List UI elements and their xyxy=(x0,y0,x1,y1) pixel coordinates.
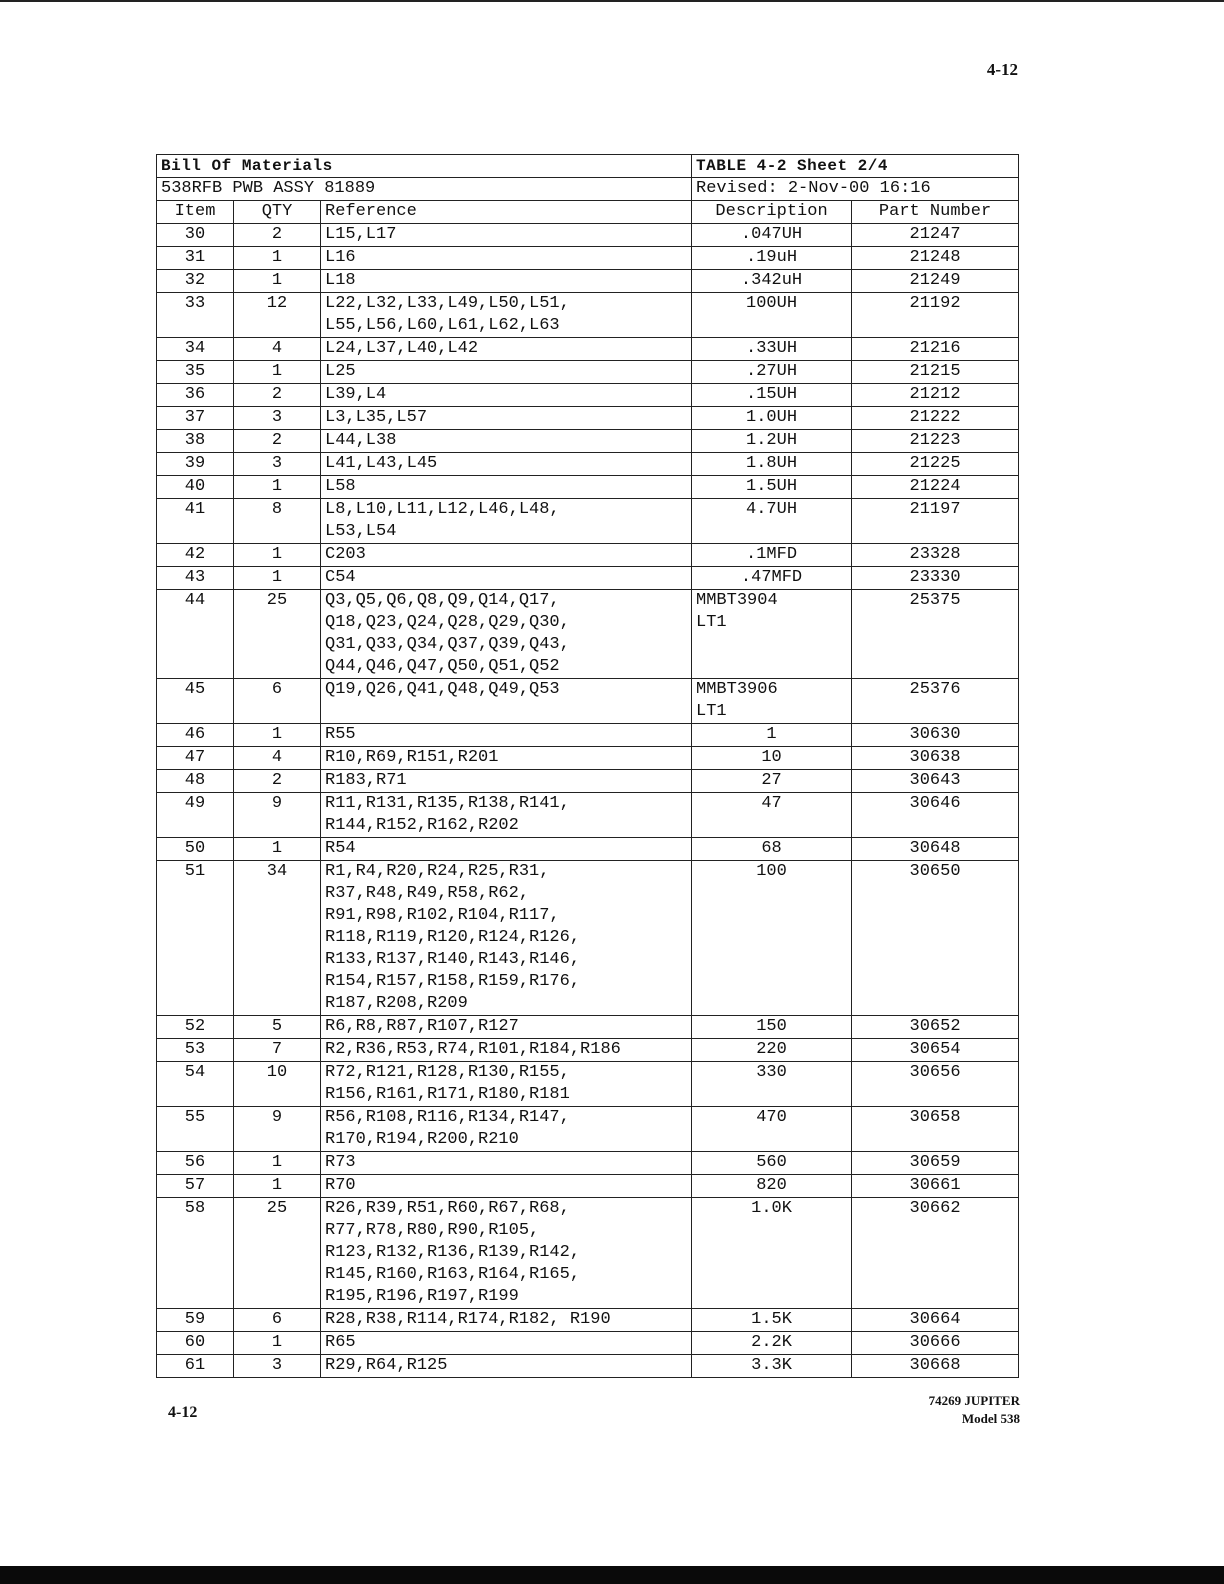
description-cell xyxy=(692,770,852,793)
part-number-cell: 30650 xyxy=(852,861,1019,1016)
reference-line: L15,L17 xyxy=(325,225,397,244)
description-line: LT1 xyxy=(696,613,727,632)
table-row xyxy=(157,567,1019,590)
reference-cell xyxy=(321,499,692,544)
item-cell: 34 xyxy=(157,338,234,361)
bottom-scan-rule xyxy=(0,1566,1224,1584)
item-cell: 32 xyxy=(157,270,234,293)
qty-cell: 1 xyxy=(234,1152,321,1175)
part-number-cell: 21247 xyxy=(852,224,1019,247)
reference-line: R56,R108,R116,R134,R147, xyxy=(325,1108,570,1127)
reference-line: L58 xyxy=(325,477,356,496)
description-line: 1.0K xyxy=(751,1199,792,1218)
description-cell xyxy=(692,567,852,590)
table-row xyxy=(157,224,1019,247)
reference-cell xyxy=(321,224,692,247)
item-cell: 42 xyxy=(157,544,234,567)
description-cell xyxy=(692,384,852,407)
reference-cell xyxy=(321,270,692,293)
reference-cell xyxy=(321,590,692,679)
item-cell: 33 xyxy=(157,293,234,338)
item-cell: 47 xyxy=(157,747,234,770)
qty-cell: 9 xyxy=(234,793,321,838)
footer-line-2: Model 538 xyxy=(961,1411,1020,1426)
description-cell xyxy=(692,476,852,499)
description-cell xyxy=(692,1355,852,1378)
part-number-cell: 30638 xyxy=(852,747,1019,770)
reference-cell xyxy=(321,838,692,861)
part-number-cell: 30656 xyxy=(852,1062,1019,1107)
reference-line: C203 xyxy=(325,545,366,564)
qty-cell: 1 xyxy=(234,247,321,270)
part-number-cell: 21212 xyxy=(852,384,1019,407)
item-cell: 43 xyxy=(157,567,234,590)
reference-line: L39,L4 xyxy=(325,385,387,404)
qty-cell: 1 xyxy=(234,567,321,590)
item-cell: 58 xyxy=(157,1198,234,1309)
reference-line: L18 xyxy=(325,271,356,290)
table-row xyxy=(157,1039,1019,1062)
reference-line: Q18,Q23,Q24,Q28,Q29,Q30, xyxy=(325,613,570,632)
reference-line: L41,L43,L45 xyxy=(325,454,438,473)
table-label: TABLE 4-2 Sheet 2/4 xyxy=(692,155,1019,178)
description-line: MMBT3904 xyxy=(696,591,778,610)
description-cell xyxy=(692,453,852,476)
description-cell xyxy=(692,1332,852,1355)
reference-cell xyxy=(321,384,692,407)
reference-line: R65 xyxy=(325,1333,356,1352)
reference-line: R11,R131,R135,R138,R141, xyxy=(325,794,570,813)
qty-cell: 7 xyxy=(234,1039,321,1062)
item-cell: 38 xyxy=(157,430,234,453)
reference-line: L44,L38 xyxy=(325,431,397,450)
description-line: LT1 xyxy=(696,702,727,721)
description-cell xyxy=(692,544,852,567)
item-cell: 31 xyxy=(157,247,234,270)
qty-cell: 2 xyxy=(234,224,321,247)
item-cell: 37 xyxy=(157,407,234,430)
col-item-header: Item xyxy=(157,201,234,224)
table-row xyxy=(157,247,1019,270)
item-cell: 35 xyxy=(157,361,234,384)
revised-date: Revised: 2-Nov-00 16:16 xyxy=(692,178,1019,201)
reference-line: R29,R64,R125 xyxy=(325,1356,448,1375)
table-row xyxy=(157,384,1019,407)
item-cell: 40 xyxy=(157,476,234,499)
description-cell xyxy=(692,1039,852,1062)
qty-cell: 5 xyxy=(234,1016,321,1039)
reference-cell xyxy=(321,544,692,567)
reference-line: R145,R160,R163,R164,R165, xyxy=(325,1265,581,1284)
reference-line: Q31,Q33,Q34,Q37,Q39,Q43, xyxy=(325,635,570,654)
reference-line: L22,L32,L33,L49,L50,L51, xyxy=(325,294,570,313)
reference-line: R2,R36,R53,R74,R101,R184,R186 xyxy=(325,1040,621,1059)
footer-line-1: 74269 JUPITER xyxy=(928,1393,1020,1408)
reference-line: R1,R4,R20,R24,R25,R31, xyxy=(325,862,550,881)
description-cell xyxy=(692,747,852,770)
item-cell: 52 xyxy=(157,1016,234,1039)
description-line: 330 xyxy=(756,1063,787,1082)
reference-cell xyxy=(321,1062,692,1107)
description-line: .19uH xyxy=(746,248,798,267)
reference-cell xyxy=(321,724,692,747)
reference-line: Q3,Q5,Q6,Q8,Q9,Q14,Q17, xyxy=(325,591,560,610)
reference-cell xyxy=(321,793,692,838)
reference-cell xyxy=(321,476,692,499)
table-row xyxy=(157,861,1019,1016)
qty-cell: 25 xyxy=(234,590,321,679)
table-row xyxy=(157,724,1019,747)
qty-cell: 1 xyxy=(234,1332,321,1355)
item-cell: 50 xyxy=(157,838,234,861)
description-cell xyxy=(692,247,852,270)
description-line: 10 xyxy=(761,748,782,767)
table-row xyxy=(157,270,1019,293)
reference-line: R183,R71 xyxy=(325,771,407,790)
table-row xyxy=(157,430,1019,453)
table-row xyxy=(157,1152,1019,1175)
page-number-bottom: 4-12 xyxy=(168,1404,198,1421)
reference-line: L8,L10,L11,L12,L46,L48, xyxy=(325,500,560,519)
header-row-1 xyxy=(157,155,1019,178)
reference-line: R10,R69,R151,R201 xyxy=(325,748,499,767)
description-cell xyxy=(692,1016,852,1039)
reference-cell xyxy=(321,1309,692,1332)
description-line: 820 xyxy=(756,1176,787,1195)
qty-cell: 1 xyxy=(234,1175,321,1198)
reference-cell xyxy=(321,1039,692,1062)
table-row xyxy=(157,293,1019,338)
reference-cell xyxy=(321,1198,692,1309)
reference-cell xyxy=(321,747,692,770)
bill-of-materials-table xyxy=(156,154,1019,1378)
table-row xyxy=(157,747,1019,770)
part-number-cell: 30666 xyxy=(852,1332,1019,1355)
reference-line: R187,R208,R209 xyxy=(325,994,468,1013)
item-cell: 46 xyxy=(157,724,234,747)
reference-line: Q44,Q46,Q47,Q50,Q51,Q52 xyxy=(325,657,560,676)
item-cell: 53 xyxy=(157,1039,234,1062)
bom-title: Bill Of Materials xyxy=(157,155,692,178)
col-reference-header: Reference xyxy=(321,201,692,224)
table-row xyxy=(157,361,1019,384)
part-number-cell: 25375 xyxy=(852,590,1019,679)
table-row xyxy=(157,544,1019,567)
reference-cell xyxy=(321,247,692,270)
description-cell xyxy=(692,361,852,384)
part-number-cell: 30668 xyxy=(852,1355,1019,1378)
reference-line: R55 xyxy=(325,725,356,744)
item-cell: 36 xyxy=(157,384,234,407)
description-cell xyxy=(692,1198,852,1309)
description-cell xyxy=(692,1175,852,1198)
reference-line: R54 xyxy=(325,839,356,858)
description-line: 3.3K xyxy=(751,1356,792,1375)
part-number-cell: 21222 xyxy=(852,407,1019,430)
item-cell: 57 xyxy=(157,1175,234,1198)
reference-cell xyxy=(321,861,692,1016)
description-line: 1.8UH xyxy=(746,454,798,473)
description-line: 560 xyxy=(756,1153,787,1172)
table-row xyxy=(157,1198,1019,1309)
qty-cell: 8 xyxy=(234,499,321,544)
description-cell xyxy=(692,293,852,338)
reference-line: R77,R78,R80,R90,R105, xyxy=(325,1221,540,1240)
table-row xyxy=(157,793,1019,838)
item-cell: 54 xyxy=(157,1062,234,1107)
description-line: .15UH xyxy=(746,385,798,404)
item-cell: 55 xyxy=(157,1107,234,1152)
description-line: 4.7UH xyxy=(746,500,798,519)
qty-cell: 4 xyxy=(234,338,321,361)
reference-line: R28,R38,R114,R174,R182, R190 xyxy=(325,1310,611,1329)
reference-cell xyxy=(321,1016,692,1039)
description-line: .27UH xyxy=(746,362,798,381)
footer-model xyxy=(929,1392,1020,1428)
reference-line: R154,R157,R158,R159,R176, xyxy=(325,972,581,991)
qty-cell: 6 xyxy=(234,1309,321,1332)
col-description-header: Description xyxy=(692,201,852,224)
item-cell: 39 xyxy=(157,453,234,476)
qty-cell: 1 xyxy=(234,270,321,293)
description-line: 150 xyxy=(756,1017,787,1036)
part-number-cell: 30661 xyxy=(852,1175,1019,1198)
description-line: .342uH xyxy=(740,271,803,290)
qty-cell: 3 xyxy=(234,407,321,430)
description-line: .047UH xyxy=(740,225,803,244)
item-cell: 49 xyxy=(157,793,234,838)
part-number-cell: 30643 xyxy=(852,770,1019,793)
assembly-name: 538RFB PWB ASSY 81889 xyxy=(157,178,692,201)
reference-cell xyxy=(321,293,692,338)
table-row xyxy=(157,407,1019,430)
part-number-cell: 21192 xyxy=(852,293,1019,338)
description-cell xyxy=(692,224,852,247)
reference-line: R6,R8,R87,R107,R127 xyxy=(325,1017,519,1036)
part-number-cell: 30659 xyxy=(852,1152,1019,1175)
description-line: 68 xyxy=(761,839,782,858)
item-cell: 30 xyxy=(157,224,234,247)
description-line: 1.0UH xyxy=(746,408,798,427)
description-cell xyxy=(692,1062,852,1107)
reference-line: R91,R98,R102,R104,R117, xyxy=(325,906,560,925)
description-line: 100UH xyxy=(746,294,798,313)
description-line: 1.5UH xyxy=(746,477,798,496)
qty-cell: 1 xyxy=(234,361,321,384)
reference-line: R123,R132,R136,R139,R142, xyxy=(325,1243,581,1262)
item-cell: 60 xyxy=(157,1332,234,1355)
qty-cell: 9 xyxy=(234,1107,321,1152)
qty-cell: 1 xyxy=(234,838,321,861)
table-row xyxy=(157,1355,1019,1378)
part-number-cell: 21224 xyxy=(852,476,1019,499)
description-line: 100 xyxy=(756,862,787,881)
description-cell xyxy=(692,1309,852,1332)
reference-cell xyxy=(321,1152,692,1175)
description-cell xyxy=(692,338,852,361)
reference-cell xyxy=(321,1175,692,1198)
part-number-cell: 25376 xyxy=(852,679,1019,724)
page-number-top: 4-12 xyxy=(986,60,1018,79)
qty-cell: 2 xyxy=(234,430,321,453)
description-line: 2.2K xyxy=(751,1333,792,1352)
part-number-cell: 30658 xyxy=(852,1107,1019,1152)
qty-cell: 4 xyxy=(234,747,321,770)
description-cell xyxy=(692,838,852,861)
description-cell xyxy=(692,407,852,430)
part-number-cell: 30646 xyxy=(852,793,1019,838)
bom-body xyxy=(157,224,1019,1378)
reference-line: R73 xyxy=(325,1153,356,1172)
description-cell xyxy=(692,861,852,1016)
table-row xyxy=(157,476,1019,499)
item-cell: 61 xyxy=(157,1355,234,1378)
reference-cell xyxy=(321,338,692,361)
item-cell: 41 xyxy=(157,499,234,544)
table-row xyxy=(157,679,1019,724)
description-line: .1MFD xyxy=(746,545,798,564)
part-number-cell: 23330 xyxy=(852,567,1019,590)
item-cell: 59 xyxy=(157,1309,234,1332)
item-cell: 56 xyxy=(157,1152,234,1175)
part-number-cell: 30664 xyxy=(852,1309,1019,1332)
header-row-2 xyxy=(157,178,1019,201)
table-row xyxy=(157,1016,1019,1039)
description-line: 27 xyxy=(761,771,782,790)
item-cell: 51 xyxy=(157,861,234,1016)
table-row xyxy=(157,1332,1019,1355)
qty-cell: 1 xyxy=(234,476,321,499)
reference-cell xyxy=(321,1332,692,1355)
part-number-cell: 21225 xyxy=(852,453,1019,476)
reference-cell xyxy=(321,567,692,590)
table-row xyxy=(157,1107,1019,1152)
table-row xyxy=(157,838,1019,861)
qty-cell: 3 xyxy=(234,453,321,476)
description-line: 470 xyxy=(756,1108,787,1127)
qty-cell: 2 xyxy=(234,384,321,407)
part-number-cell: 30654 xyxy=(852,1039,1019,1062)
reference-cell xyxy=(321,430,692,453)
description-line: 1.2UH xyxy=(746,431,798,450)
reference-cell xyxy=(321,407,692,430)
reference-cell xyxy=(321,679,692,724)
reference-cell xyxy=(321,1355,692,1378)
table-row xyxy=(157,770,1019,793)
description-line: 220 xyxy=(756,1040,787,1059)
qty-cell: 10 xyxy=(234,1062,321,1107)
reference-line: L24,L37,L40,L42 xyxy=(325,339,479,358)
reference-cell xyxy=(321,1107,692,1152)
table-row xyxy=(157,1175,1019,1198)
reference-cell xyxy=(321,770,692,793)
table-row xyxy=(157,499,1019,544)
qty-cell: 1 xyxy=(234,724,321,747)
description-line: .33UH xyxy=(746,339,798,358)
reference-line: L55,L56,L60,L61,L62,L63 xyxy=(325,316,560,335)
part-number-cell: 21223 xyxy=(852,430,1019,453)
reference-line: R144,R152,R162,R202 xyxy=(325,816,519,835)
item-cell: 45 xyxy=(157,679,234,724)
table-row xyxy=(157,590,1019,679)
reference-line: L3,L35,L57 xyxy=(325,408,428,427)
part-number-cell: 21197 xyxy=(852,499,1019,544)
reference-line: R195,R196,R197,R199 xyxy=(325,1287,519,1306)
description-line: 1 xyxy=(766,725,777,744)
reference-line: R170,R194,R200,R210 xyxy=(325,1130,519,1149)
table-row xyxy=(157,1309,1019,1332)
part-number-cell: 23328 xyxy=(852,544,1019,567)
qty-cell: 1 xyxy=(234,544,321,567)
part-number-cell: 21249 xyxy=(852,270,1019,293)
description-cell xyxy=(692,1152,852,1175)
table-row xyxy=(157,453,1019,476)
description-line: MMBT3906 xyxy=(696,680,778,699)
description-cell xyxy=(692,430,852,453)
col-part-number-header: Part Number xyxy=(852,201,1019,224)
part-number-cell: 30648 xyxy=(852,838,1019,861)
qty-cell: 6 xyxy=(234,679,321,724)
reference-line: R156,R161,R171,R180,R181 xyxy=(325,1085,570,1104)
part-number-cell: 21216 xyxy=(852,338,1019,361)
description-line: 47 xyxy=(761,794,782,813)
table-row xyxy=(157,1062,1019,1107)
reference-line: R72,R121,R128,R130,R155, xyxy=(325,1063,570,1082)
description-line: .47MFD xyxy=(740,568,803,587)
table-row xyxy=(157,338,1019,361)
description-line: 1.5K xyxy=(751,1310,792,1329)
reference-line: C54 xyxy=(325,568,356,587)
part-number-cell: 30630 xyxy=(852,724,1019,747)
reference-cell xyxy=(321,453,692,476)
reference-line: L25 xyxy=(325,362,356,381)
top-scan-rule xyxy=(0,0,1224,2)
qty-cell: 3 xyxy=(234,1355,321,1378)
description-cell xyxy=(692,793,852,838)
item-cell: 44 xyxy=(157,590,234,679)
qty-cell: 12 xyxy=(234,293,321,338)
reference-line: R133,R137,R140,R143,R146, xyxy=(325,950,581,969)
column-header-row xyxy=(157,201,1019,224)
item-cell: 48 xyxy=(157,770,234,793)
reference-line: R37,R48,R49,R58,R62, xyxy=(325,884,530,903)
description-cell xyxy=(692,679,852,724)
part-number-cell: 30662 xyxy=(852,1198,1019,1309)
qty-cell: 2 xyxy=(234,770,321,793)
reference-line: L53,L54 xyxy=(325,522,397,541)
part-number-cell: 30652 xyxy=(852,1016,1019,1039)
reference-line: R70 xyxy=(325,1176,356,1195)
reference-line: R26,R39,R51,R60,R67,R68, xyxy=(325,1199,570,1218)
description-cell xyxy=(692,724,852,747)
qty-cell: 25 xyxy=(234,1198,321,1309)
reference-line: Q19,Q26,Q41,Q48,Q49,Q53 xyxy=(325,680,560,699)
description-cell xyxy=(692,590,852,679)
qty-cell: 34 xyxy=(234,861,321,1016)
description-cell xyxy=(692,270,852,293)
col-qty-header: QTY xyxy=(234,201,321,224)
description-cell xyxy=(692,1107,852,1152)
part-number-cell: 21215 xyxy=(852,361,1019,384)
reference-line: R118,R119,R120,R124,R126, xyxy=(325,928,581,947)
description-cell xyxy=(692,499,852,544)
reference-line: L16 xyxy=(325,248,356,267)
reference-cell xyxy=(321,361,692,384)
part-number-cell: 21248 xyxy=(852,247,1019,270)
